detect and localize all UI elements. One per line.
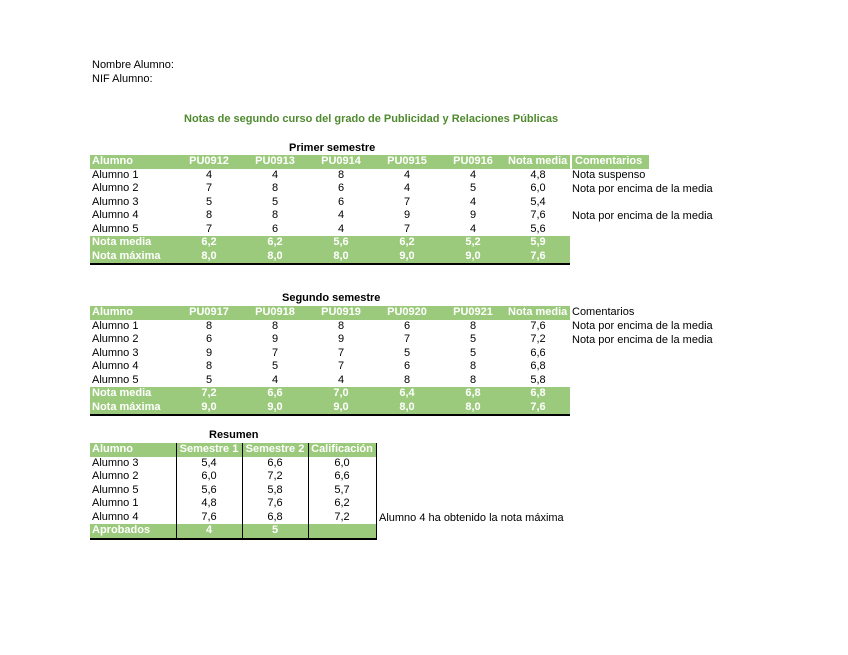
column-header: Alumno <box>90 155 176 169</box>
table-header-row <box>90 306 570 320</box>
cell: 6 <box>403 319 411 332</box>
cell: 6 <box>403 360 411 372</box>
cell: 9 <box>271 333 279 345</box>
cell: Alumno 3 <box>92 346 139 359</box>
cell: 5 <box>271 360 279 372</box>
nif-alumno-label: NIF Alumno: <box>92 73 153 85</box>
cell: 7,6 <box>242 497 308 511</box>
cell: 4 <box>403 168 411 181</box>
cell: 6,2 <box>308 497 376 511</box>
table-row <box>90 209 570 223</box>
table-row <box>90 333 570 347</box>
cell: 8 <box>271 319 279 332</box>
cell: 7 <box>205 222 213 235</box>
cell: 4 <box>205 168 213 181</box>
cell: 9 <box>469 209 477 221</box>
cell: 5,6 <box>308 236 374 250</box>
cell: 8 <box>337 319 345 332</box>
column-header: PU0918 <box>242 306 308 320</box>
nota-media-row <box>90 387 570 401</box>
cell: 6,0 <box>530 182 546 194</box>
cell: 8 <box>271 209 279 221</box>
cell: 8,0 <box>308 250 374 265</box>
cell: 4 <box>337 373 345 386</box>
cell: Nota media <box>90 387 176 401</box>
cell: 7 <box>337 346 345 359</box>
column-header: Calificación <box>308 443 376 457</box>
comment-text: Nota por encima de la media <box>572 209 713 222</box>
cell: Nota media <box>90 236 176 250</box>
cell: 7,2 <box>530 333 546 345</box>
table-row <box>90 223 570 237</box>
semestre2-table <box>90 306 570 416</box>
cell: Nota máxima <box>90 250 176 265</box>
table-row <box>90 457 376 471</box>
cell: 7 <box>403 333 411 345</box>
column-header: PU0921 <box>440 306 506 320</box>
table-row <box>90 320 570 334</box>
table-row <box>90 497 376 511</box>
table-row <box>90 511 376 525</box>
cell: Alumno 2 <box>92 182 139 194</box>
resumen-note: Alumno 4 ha obtenido la nota máxima <box>379 512 564 524</box>
cell: Alumno 5 <box>92 222 139 235</box>
table-header-row <box>90 443 376 457</box>
cell: 7 <box>205 182 213 194</box>
cell: 7 <box>403 195 411 208</box>
table-row <box>90 182 570 196</box>
resumen-title: Resumen <box>209 429 259 441</box>
cell: 6,6 <box>530 346 546 359</box>
cell: Alumno 3 <box>92 456 139 469</box>
cell: 9,0 <box>374 250 440 265</box>
cell: 5,7 <box>308 484 376 498</box>
cell: 6,0 <box>176 470 242 484</box>
cell: 6,6 <box>242 387 308 401</box>
nombre-alumno-label: Nombre Alumno: <box>92 59 174 71</box>
cell: Alumno 2 <box>92 470 139 482</box>
table-row <box>90 374 570 388</box>
column-header: PU0920 <box>374 306 440 320</box>
cell: 7,2 <box>308 511 376 525</box>
cell: 8 <box>271 182 279 194</box>
cell: 8 <box>205 209 213 221</box>
cell: Alumno 2 <box>92 333 139 345</box>
column-header: PU0916 <box>440 155 506 169</box>
cell: 4 <box>271 373 279 386</box>
page-title: Notas de segundo curso del grado de Publicidad y Relaciones Públicas <box>184 113 559 125</box>
cell: 4 <box>469 195 477 208</box>
cell: 5,9 <box>506 236 570 250</box>
cell: 6,2 <box>374 236 440 250</box>
cell: 8,0 <box>176 250 242 265</box>
cell: Alumno 3 <box>92 195 139 208</box>
cell: 4 <box>176 524 242 539</box>
cell: 4,8 <box>176 497 242 511</box>
cell: Alumno 5 <box>92 483 139 496</box>
cell: 8 <box>205 319 213 332</box>
column-header: Semestre 1 <box>176 443 242 457</box>
comment-text: Nota suspenso <box>572 169 646 181</box>
cell: 7,6 <box>530 209 546 221</box>
table-row <box>90 470 376 484</box>
cell: 9,0 <box>176 401 242 416</box>
cell: 4 <box>271 168 279 181</box>
cell: 5 <box>205 373 213 386</box>
cell: 6,4 <box>374 387 440 401</box>
cell: 8 <box>469 319 477 332</box>
cell: 4,8 <box>530 168 546 181</box>
cell: 5,6 <box>176 484 242 498</box>
cell: 7,6 <box>176 511 242 525</box>
comment-text: Nota por encima de la media <box>572 333 713 346</box>
column-header: PU0919 <box>308 306 374 320</box>
cell: 5 <box>403 346 411 359</box>
cell: 6 <box>205 333 213 345</box>
cell: 8,0 <box>374 401 440 416</box>
cell: 8 <box>337 168 345 181</box>
cell: 5,8 <box>242 484 308 498</box>
cell: 5 <box>469 333 477 345</box>
comment-text: Nota por encima de la media <box>572 182 713 195</box>
cell: 8 <box>205 360 213 372</box>
cell: 4 <box>469 222 477 235</box>
table-row <box>90 347 570 361</box>
cell: 6,8 <box>530 360 546 372</box>
cell: 5,8 <box>530 373 546 386</box>
cell: 6,8 <box>440 387 506 401</box>
cell: 5,6 <box>530 222 546 235</box>
nota-maxima-row <box>90 401 570 416</box>
comentarios-header: Comentarios <box>572 306 635 318</box>
semestre2-title: Segundo semestre <box>282 292 381 304</box>
cell: Alumno 4 <box>92 360 139 372</box>
cell: 5,4 <box>530 195 546 208</box>
column-header: PU0915 <box>374 155 440 169</box>
cell: 6,6 <box>308 470 376 484</box>
cell: Aprobados <box>90 524 176 539</box>
cell <box>308 524 376 539</box>
cell: Alumno 1 <box>92 319 139 332</box>
column-header: Semestre 2 <box>242 443 308 457</box>
cell: 6,2 <box>176 236 242 250</box>
cell: 6 <box>271 222 279 235</box>
cell: 8 <box>469 360 477 372</box>
cell: 7 <box>337 360 345 372</box>
cell: 5,4 <box>176 457 242 471</box>
cell: 6 <box>337 195 345 208</box>
nota-maxima-row <box>90 250 570 265</box>
semestre1-table <box>90 155 570 265</box>
cell: 8 <box>403 373 411 386</box>
cell: Alumno 1 <box>92 168 139 181</box>
comentarios-header: Comentarios <box>572 155 649 169</box>
cell: 7 <box>403 222 411 235</box>
cell: 8,0 <box>440 401 506 416</box>
cell: 4 <box>403 182 411 194</box>
cell: 7,6 <box>506 250 570 265</box>
cell: Alumno 5 <box>92 373 139 386</box>
cell: 6,0 <box>308 457 376 471</box>
column-header: Alumno <box>90 443 176 457</box>
cell: 7,6 <box>506 401 570 416</box>
cell: 7 <box>271 346 279 359</box>
nota-media-row <box>90 236 570 250</box>
cell: 4 <box>469 168 477 181</box>
cell: 6,8 <box>242 511 308 525</box>
table-header-row <box>90 155 570 169</box>
cell: 7,2 <box>176 387 242 401</box>
cell: 8,0 <box>242 250 308 265</box>
cell: 9 <box>337 333 345 345</box>
cell: Alumno 4 <box>92 209 139 221</box>
cell: 4 <box>337 209 345 221</box>
table-row <box>90 196 570 210</box>
cell: 6,2 <box>242 236 308 250</box>
cell: 6,8 <box>506 387 570 401</box>
cell: 5 <box>242 524 308 539</box>
cell: 6,6 <box>242 457 308 471</box>
cell: 7,6 <box>530 319 546 332</box>
column-header: PU0914 <box>308 155 374 169</box>
table-row <box>90 169 570 183</box>
cell: Alumno 1 <box>92 497 139 509</box>
cell: 9,0 <box>242 401 308 416</box>
cell: 9,0 <box>308 401 374 416</box>
cell: 8 <box>469 373 477 386</box>
cell: 9 <box>403 209 411 221</box>
cell: 5 <box>271 195 279 208</box>
cell: 7,2 <box>242 470 308 484</box>
cell: 9 <box>205 346 213 359</box>
column-header: PU0913 <box>242 155 308 169</box>
cell: 4 <box>337 222 345 235</box>
cell: Nota máxima <box>90 401 176 416</box>
cell: 5 <box>469 346 477 359</box>
cell: 7,0 <box>308 387 374 401</box>
cell: 5 <box>469 182 477 194</box>
cell: 9,0 <box>440 250 506 265</box>
table-row <box>90 484 376 498</box>
cell: 6 <box>337 182 345 194</box>
cell: 5 <box>205 195 213 208</box>
column-header: PU0912 <box>176 155 242 169</box>
column-header: Nota media <box>506 155 570 169</box>
column-header: PU0917 <box>176 306 242 320</box>
aprobados-row <box>90 524 376 539</box>
cell: 5,2 <box>440 236 506 250</box>
resumen-table <box>90 443 377 540</box>
table-row <box>90 360 570 374</box>
column-header: Alumno <box>90 306 176 320</box>
semestre1-title: Primer semestre <box>289 142 376 154</box>
cell: Alumno 4 <box>92 510 139 523</box>
column-header: Nota media <box>506 306 570 320</box>
comment-text: Nota por encima de la media <box>572 320 713 332</box>
